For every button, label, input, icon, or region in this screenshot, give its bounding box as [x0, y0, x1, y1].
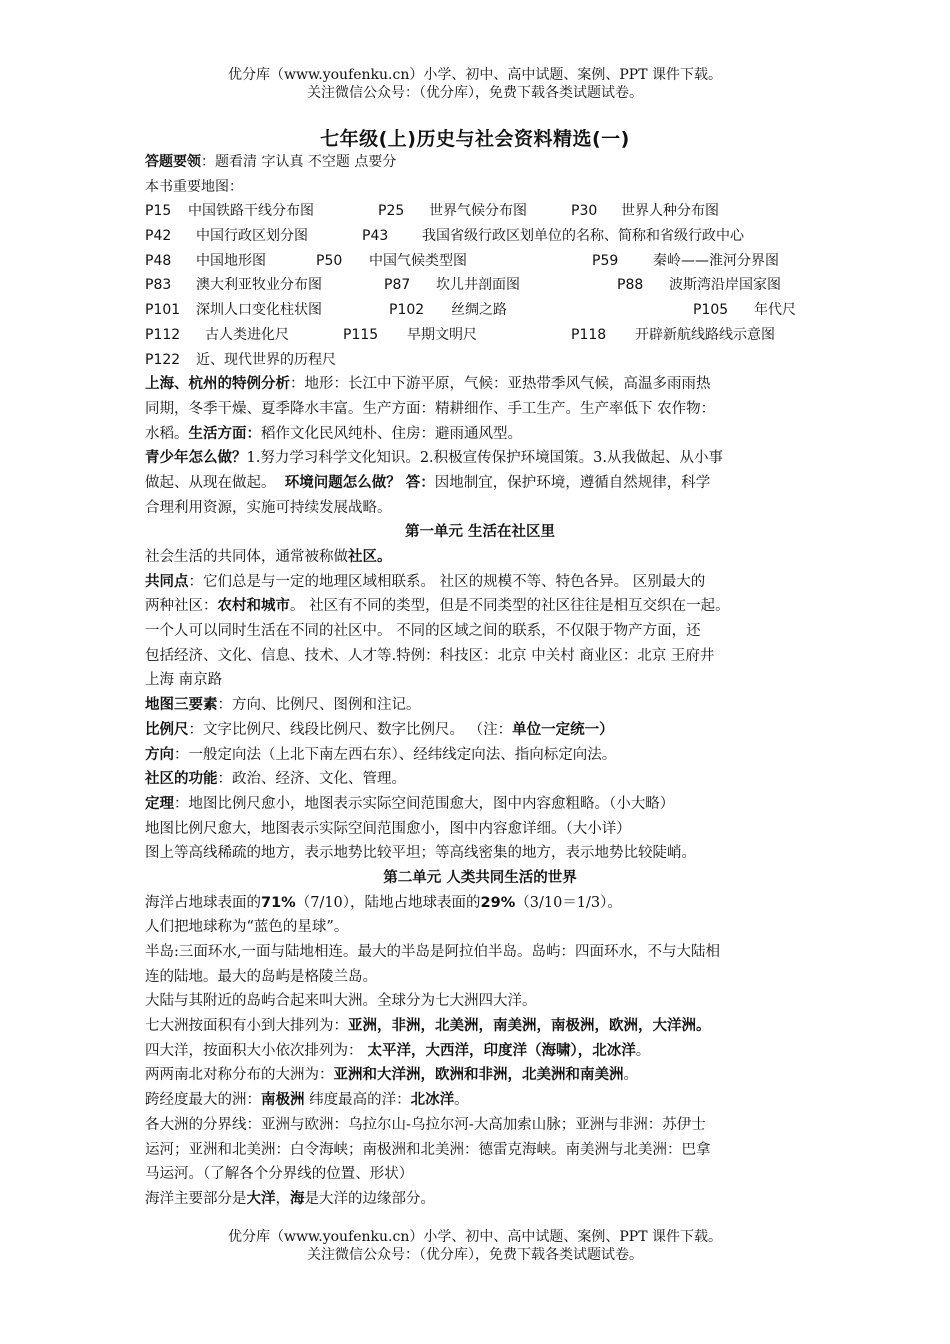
map-row [145, 298, 815, 323]
keyword: 南极洲 [261, 1092, 305, 1109]
keyword: 亚洲，非洲，北美洲，南美洲，南极洲，欧洲，大洋洲。 [348, 1018, 711, 1035]
text: ：方向、比例尺、图例和注记。 [217, 697, 421, 714]
map-title: 古人类进化尺 [205, 326, 289, 343]
unit-1-heading: 第一单元 生活在社区里 [404, 524, 556, 541]
map-title: 早期文明尺 [407, 326, 477, 343]
paragraph-line: 地图比例尺愈大，地图表示实际空间范围愈小，图中内容愈详细。（大小详） [145, 820, 631, 837]
text: 七大洲按面积有小到大排列为： [145, 1018, 348, 1035]
tips-label: 答题要领 [145, 154, 201, 170]
map-page: P101 [145, 302, 181, 319]
map-title: 秦岭——淮河分界图 [653, 252, 779, 269]
paragraph-line [145, 594, 815, 619]
paragraph-line [145, 693, 815, 718]
paragraph-line: 运河；亚洲和北美洲：白令海峡；南极洲和北美洲：德雷克海峡。南美洲与北美洲：巴拿 [145, 1141, 711, 1158]
maps-label: 本书重要地图： [145, 178, 243, 195]
map-title: 世界气候分布图 [429, 203, 527, 220]
paragraph-line [145, 1187, 815, 1212]
map-page: P48 [145, 252, 172, 269]
text: （3/10＝1/3）。 [515, 894, 622, 911]
map-title: 近、现代世界的历程尺 [196, 351, 336, 368]
paragraph-line [145, 792, 815, 817]
text: 纬度最高的洋： [304, 1092, 411, 1109]
life-label: 生活方面： [188, 425, 261, 442]
paragraph-line: 合理利用资源，实施可持续发展战略。 [145, 499, 392, 516]
map-page: P83 [145, 277, 172, 294]
env-label: 环境问题怎么做？ 答： [284, 474, 435, 491]
text: 。 社区有不同的类型，但是不同类型的社区往往是相互交织在一起。 [290, 598, 730, 615]
text: 。 [635, 1042, 651, 1059]
map-row [145, 224, 815, 249]
keyword: 海 [290, 1190, 305, 1207]
paragraph-line [145, 471, 815, 496]
map-row [145, 348, 815, 373]
paragraph-line [145, 891, 815, 916]
map-title: 丝绸之路 [451, 302, 507, 319]
text: 是大洋的边缘部分。 [304, 1190, 435, 1207]
paragraph-line [145, 1088, 815, 1113]
paragraph-line: 连的陆地。最大的岛屿是格陵兰岛。 [145, 968, 377, 985]
paragraph-line: 一个人可以同时生活在不同的社区中。 不同的区域之间的联系，不仅限于物产方面，还 [145, 623, 701, 640]
map-page: P112 [145, 326, 181, 343]
map-page: P105 [693, 302, 729, 319]
map-page: P118 [571, 326, 607, 343]
text: 。 [454, 1092, 469, 1109]
map-title: 中国地形图 [196, 252, 266, 269]
youth-label: 青少年怎么做？ [145, 450, 247, 467]
map-title: 我国省级行政区划单位的名称、简称和省级行政中心 [422, 228, 744, 245]
unit-2-heading: 第二单元 人类共同生活的世界 [383, 869, 577, 886]
map-page: P115 [343, 326, 379, 343]
keyword: 北冰洋 [410, 1092, 455, 1109]
text: 水稻。 [145, 425, 189, 442]
common-label: 共同点 [145, 573, 189, 590]
map-page: P25 [378, 203, 405, 220]
text: 做起、从现在做起。 [145, 474, 276, 491]
map-row [145, 273, 815, 298]
paragraph-line [145, 1063, 815, 1088]
paragraph-line [145, 767, 815, 792]
map-title: 中国行政区划分图 [196, 228, 308, 245]
paragraph-line [145, 545, 815, 570]
map-title: 世界人种分布图 [621, 203, 719, 220]
map-title: 年代尺 [754, 302, 796, 319]
map3-label: 地图三要素 [145, 697, 218, 714]
text: ：地图比例尺愈小，地图表示实际空间范围愈大，图中内容愈粗略。（小大略） [174, 795, 675, 812]
paragraph-line [145, 1014, 815, 1039]
map-page: P43 [362, 228, 389, 245]
text: 1.努力学习科学文化知识。2.积极宣传保护环境国策。3.从我做起、从小事 [246, 450, 724, 467]
map-page: P50 [316, 252, 343, 269]
map-title: 中国铁路干线分布图 [188, 203, 314, 220]
paragraph-line: 同期，冬季干燥、夏季降水丰富。生产方面：精耕细作、手工生产。生产率低下 农作物： [145, 400, 716, 417]
tips-line [145, 150, 815, 175]
map-title: 坎儿井剖面图 [436, 277, 520, 294]
footer-line-1: 优分库（www.youfenku.cn）小学、初中、高中试题、案例、PPT 课件下载。 [227, 1229, 722, 1245]
paragraph-line [145, 570, 815, 595]
map-page: P102 [389, 302, 425, 319]
paragraph-line: 半岛:三面环水,一面与陆地相连。最大的半岛是阿拉伯半岛。岛屿：四面环水，不与大陆相 [145, 944, 720, 960]
paragraph-line: 包括经济、文化、信息、技术、人才等.特例：科技区：北京 中关村 商业区：北京 王府井 [145, 647, 715, 664]
text: ：地形：长江中下游平原，气候：亚热带季风气候，高温多雨雨热 [290, 376, 711, 393]
text: ：一般定向法（上北下南左西右东）、经纬线定向法、指向标定向法。 [174, 746, 617, 763]
map-row [145, 323, 815, 348]
page-footer [0, 1228, 950, 1264]
paragraph-line [145, 422, 815, 447]
text: 两种社区： [145, 598, 218, 615]
map-row [145, 249, 815, 274]
map-page: P15 [145, 203, 172, 220]
paragraph-line: 人们把地球称为“蓝色的星球”。 [145, 919, 349, 936]
map-page: P122 [145, 351, 181, 368]
paragraph-line: 大陆与其附近的岛屿合起来叫大洲。全球分为七大洲四大洋。 [145, 993, 537, 1010]
keyword: 农村和城市 [217, 598, 290, 615]
keyword: 太平洋，大西洋，印度洋（海啸），北冰洋 [362, 1042, 636, 1059]
text: ， [275, 1190, 290, 1207]
tips-text: ：题看清 字认真 不空题 点要分 [201, 154, 397, 170]
paragraph-line: 上海 南京路 [145, 672, 223, 689]
text: 因地制宜，保护环境，遵循自然规律，科学 [434, 474, 711, 491]
map-title: 深圳人口变化柱状图 [196, 302, 322, 319]
scale-label: 比例尺 [145, 721, 189, 738]
paragraph-line [145, 446, 815, 471]
keyword: 大洋 [246, 1190, 276, 1207]
map-row [145, 199, 815, 224]
document-title: 七年级(上)历史与社会资料精选(一) [320, 128, 630, 150]
header-line-2: 关注微信公众号：（优分库），免费下载各类试题试卷。 [307, 85, 643, 101]
text: 。 [623, 1067, 638, 1084]
paragraph-line [145, 1039, 815, 1064]
paragraph-line [145, 743, 815, 768]
scale-note: 单位一定统一） [512, 721, 614, 738]
rule-label: 定理 [145, 795, 174, 812]
map-page: P87 [384, 277, 411, 294]
text: ：它们总是与一定的地理区域相联系。 社区的规模不等、特色各异。 区别最大的 [188, 573, 706, 590]
map-page: P88 [617, 277, 644, 294]
paragraph-line [145, 372, 815, 397]
paragraph-line [145, 718, 815, 743]
header-line-1: 优分库（www.youfenku.cn）小学、初中、高中试题、案例、PPT 课件下载。 [227, 67, 722, 83]
text: 四大洋，按面积大小依次排列为： [145, 1042, 363, 1059]
keyword: 29% [480, 894, 516, 911]
text: 社会生活的共同体，通常被称做 [145, 549, 348, 565]
text: 两两南北对称分布的大洲为： [145, 1067, 334, 1084]
paragraph-line: 各大洲的分界线：亚洲与欧洲：乌拉尔山-乌拉尔河-大高加索山脉；亚洲与非洲：苏伊士 [145, 1116, 706, 1133]
keyword: 亚洲和大洋洲，欧洲和非洲，北美洲和南美洲 [333, 1067, 624, 1084]
map-page: P30 [571, 203, 598, 220]
map-title: 澳大利亚牧业分布图 [196, 277, 322, 294]
sh-label: 上海、杭州的特例分析 [145, 376, 290, 393]
map-title: 中国气候类型图 [369, 252, 467, 269]
text: （7/10），陆地占地球表面的 [295, 894, 481, 911]
keyword: 社区。 [348, 549, 392, 565]
text: 海洋主要部分是 [145, 1190, 247, 1207]
text: ：文字比例尺、线段比例尺、数字比例尺。 （注： [188, 721, 513, 738]
function-label: 社区的功能 [145, 771, 218, 788]
footer-line-2: 关注微信公众号：（优分库），免费下载各类试题试卷。 [307, 1247, 643, 1263]
text: 海洋占地球表面的 [145, 894, 261, 911]
text: 跨经度最大的洲： [145, 1092, 261, 1109]
map-page: P59 [592, 252, 619, 269]
text: 稻作文化民风纯朴、住房：避雨通风型。 [261, 425, 522, 442]
paragraph-line: 马运河。（了解各个分界线的位置、形状） [145, 1166, 414, 1183]
keyword: 71% [261, 894, 296, 911]
text: ：政治、经济、文化、管理。 [217, 771, 406, 788]
map-page: P42 [145, 228, 172, 245]
map-title: 开辟新航线路线示意图 [635, 326, 775, 343]
direction-label: 方向 [145, 746, 174, 763]
paragraph-line: 图上等高线稀疏的地方，表示地势比较平坦；等高线密集的地方，表示地势比较陡峭。 [145, 845, 696, 862]
page-header [0, 66, 950, 102]
map-title: 波斯湾沿岸国家图 [669, 277, 781, 294]
document-body [145, 150, 815, 1212]
